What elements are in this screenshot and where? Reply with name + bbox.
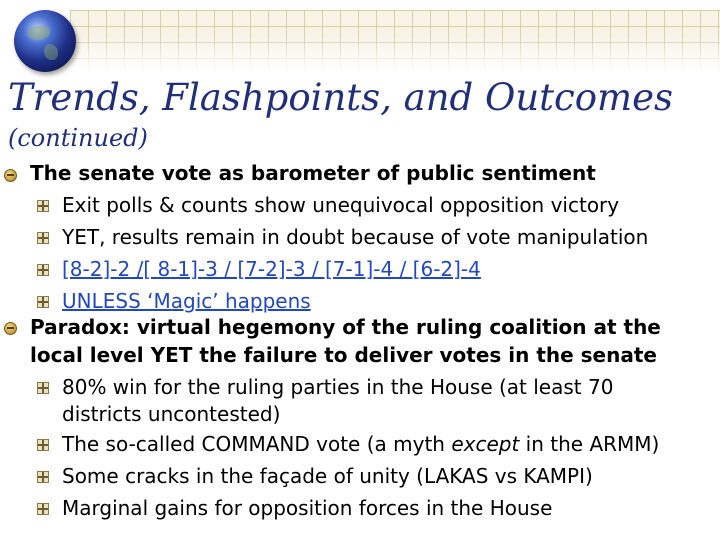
bullet-1: The senate vote as barometer of public sentiment [30,161,596,185]
bullet-2-sub-1-line-2: districts uncontested) [62,402,281,426]
bullet-2-icon [4,322,17,335]
bullet-2-sub-3: Some cracks in the façade of unity (LAKAS vs KAMPI) [62,464,593,488]
bullet-2-sub-2 [62,432,659,457]
sub-bullet-icon [37,439,49,451]
bullet-2-line-2: local level YET the failure to deliver votes in the senate [30,343,657,367]
sub-bullet-icon [37,264,49,276]
bullet-1-sub-2: YET, results remain in doubt because of vote manipulation [62,225,649,249]
bullet-2-sub-2-post: in the ARMM) [519,432,660,456]
bullet-1-sub-1: Exit polls & counts show unequivocal opposition victory [62,193,620,217]
bullet-2-sub-1-line-1: 80% win for the ruling parties in the House (at least 70 [62,375,614,399]
sub-bullet-icon [37,296,49,308]
header-grid-fade [70,10,720,72]
bullet-2-sub-2-emphasis: except [451,432,520,456]
bullet-1-sub-3-link[interactable]: [8-2]-2 /[ 8-1]-3 / [7-2]-3 / [7-1]-4 / [6-2]-4 [62,257,481,281]
slide-title: Trends, Flashpoints, and Outcomes [8,76,674,119]
bullet-2-line-1: Paradox: virtual hegemony of the ruling coalition at the [30,315,661,339]
slide-subtitle: (continued) [8,124,148,152]
bullet-2-sub-2-pre: The so-called COMMAND vote (a myth [62,432,452,456]
sub-bullet-icon [37,232,49,244]
bullet-1-sub-4-link[interactable]: UNLESS ‘Magic’ happens [62,289,311,313]
globe-icon [14,10,76,72]
sub-bullet-icon [37,200,49,212]
sub-bullet-icon [37,382,49,394]
sub-bullet-icon [37,471,49,483]
sub-bullet-icon [37,503,49,515]
bullet-1-icon [4,169,17,182]
bullet-2-sub-4: Marginal gains for opposition forces in the House [62,496,553,520]
